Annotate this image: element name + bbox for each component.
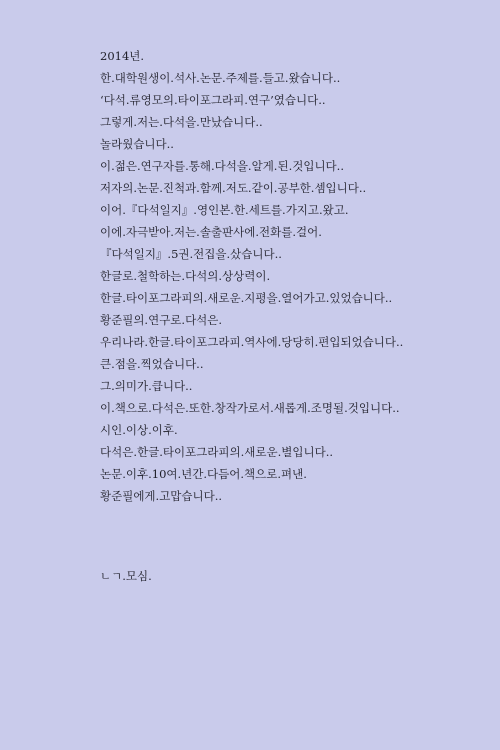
- text-line: 이에.자극받아.저는.솔출판사에.전화를.걸어.: [100, 225, 322, 239]
- text-line: ‘다석.류영모의.타이포그라피.연구’였습니다..: [100, 93, 326, 107]
- text-line: 이.책으로.다석은.또한.창작가로서.새롭게.조명될.것입니다..: [100, 401, 400, 415]
- text-line: 그.의미가.큽니다..: [100, 379, 193, 393]
- text-line: 한글로.철학하는.다석의.상상력이.: [100, 269, 271, 283]
- text-line: 큰.점을.찍었습니다..: [100, 357, 204, 371]
- signature: ㄴㄱ.모심.: [100, 569, 152, 583]
- text-line: 그렇게.저는.다석을.만났습니다..: [100, 115, 263, 129]
- text-line: 이.젊은.연구자를.통해.다석을.알게.된.것입니다..: [100, 159, 344, 173]
- text-line: 한글.타이포그라피의.새로운.지평을.열어가고.있었습니다..: [100, 291, 393, 305]
- text-lines: [100, 45, 500, 507]
- text-line: 황준필에게.고맙습니다..: [100, 489, 223, 503]
- text-line: 이어.『다석일지』.영인본.한.세트를.가지고.왔고.: [100, 203, 349, 217]
- text-line: 다석은.한글.타이포그라피의.새로운.별입니다..: [100, 445, 334, 459]
- text-line: 논문.이후.10여.년간.다듬어.책으로.펴낸.: [100, 467, 307, 481]
- text-line: 시인.이상.이후.: [100, 423, 178, 437]
- text-line: 우리나라.한글.타이포그라피.역사에.당당히.편입되었습니다..: [100, 335, 404, 349]
- text-line: 『다석일지』.5권.전집을.샀습니다..: [100, 247, 282, 261]
- text-line: 2014년.: [100, 49, 145, 63]
- text-line: 저자의.논문.진척과.함께.저도.같이.공부한.셈입니다..: [100, 181, 367, 195]
- text-line: 한.대학원생이.석사.논문.주제를.들고.왔습니다..: [100, 71, 341, 85]
- text-line: 놀라웠습니다..: [100, 137, 174, 151]
- text-line: 황준필의.연구로.다석은.: [100, 313, 223, 327]
